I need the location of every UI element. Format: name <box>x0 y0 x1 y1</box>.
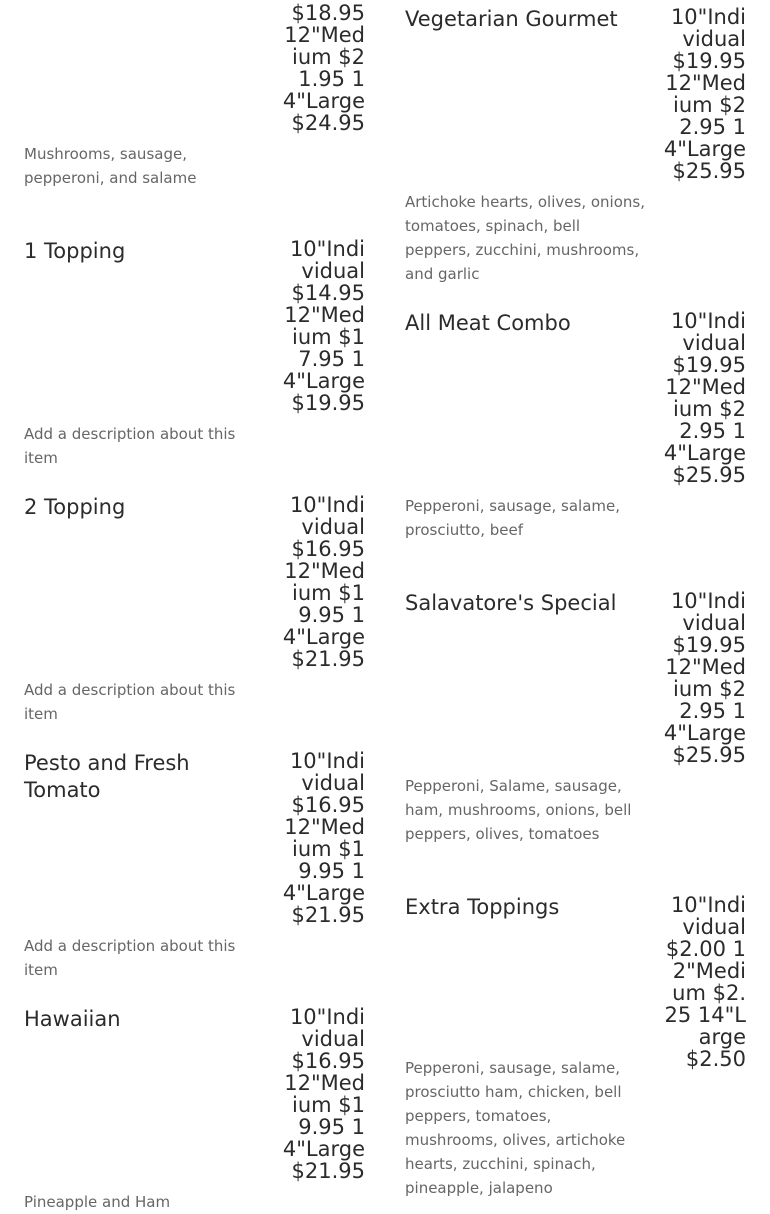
item-title: All Meat Combo <box>405 311 571 335</box>
item-description: Pepperoni, sausage, salame, prosciutto, beef <box>405 497 621 539</box>
item-price: 10"Individual $16.95 12"Medium $19.95 14"Large $21.95 <box>282 749 365 927</box>
item-description: Add a description about this item <box>24 425 236 467</box>
menu-item-salavatores-special <box>405 590 746 850</box>
item-title: 2 Topping <box>24 495 126 519</box>
item-price: 10"Individual $16.95 12"Medium $19.95 14"Large $21.95 <box>282 493 365 671</box>
menu-item-all-meat-combo <box>405 310 746 550</box>
item-title: Pesto and Fresh Tomato <box>24 751 190 802</box>
menu-item-pesto-fresh-tomato <box>24 749 365 979</box>
item-title: Extra Toppings <box>405 895 560 919</box>
menu-item-1-topping <box>24 237 365 467</box>
item-title: 1 Topping <box>24 239 126 263</box>
menu-item-extra-toppings <box>405 893 746 1197</box>
item-price: 10"Individual $19.95 12"Medium $22.95 14"Large $25.95 <box>663 309 746 487</box>
item-description: Mushrooms, sausage, pepperoni, and salame <box>24 145 197 187</box>
menu-item-continued <box>24 2 365 192</box>
item-description: Artichoke hearts, olives, onions, tomatoes, spinach, bell peppers, zucchini, mushrooms, and garlic <box>405 193 645 283</box>
item-price: 10"Individual $2.00 12"Medium $2.25 14"Large $2.50 <box>664 893 746 1071</box>
item-price: 10"Individual $14.95 12"Medium $17.95 14"Large $19.95 <box>282 237 365 415</box>
item-title: Vegetarian Gourmet <box>405 7 618 31</box>
item-price: 10"Individual $19.95 12"Medium $22.95 14"Large $25.95 <box>663 5 746 183</box>
menu-item-vegetarian-gourmet <box>405 5 746 283</box>
menu-item-2-topping <box>24 493 365 723</box>
item-title: Hawaiian <box>24 1007 121 1031</box>
menu-item-hawaiian <box>24 1005 365 1211</box>
item-price: 10"Individual $19.95 12"Medium $22.95 14"Large $25.95 <box>663 589 746 767</box>
item-price: $18.95 12"Medium $21.95 14"Large $24.95 <box>282 1 365 135</box>
item-description: Add a description about this item <box>24 937 236 979</box>
item-description: Pepperoni, sausage, salame, prosciutto ham, chicken, bell peppers, tomatoes, mushrooms, olives, artichoke hearts, zucchini, spinach, pineapple, jalapeno <box>405 1059 626 1197</box>
item-description: Pineapple and Ham <box>24 1193 171 1211</box>
item-price: 10"Individual $16.95 12"Medium $19.95 14"Large $21.95 <box>282 1005 365 1183</box>
item-title: Salavatore's Special <box>405 591 617 615</box>
item-description: Add a description about this item <box>24 681 236 723</box>
item-description: Pepperoni, Salame, sausage, ham, mushrooms, onions, bell peppers, olives, tomatoes <box>405 777 632 843</box>
